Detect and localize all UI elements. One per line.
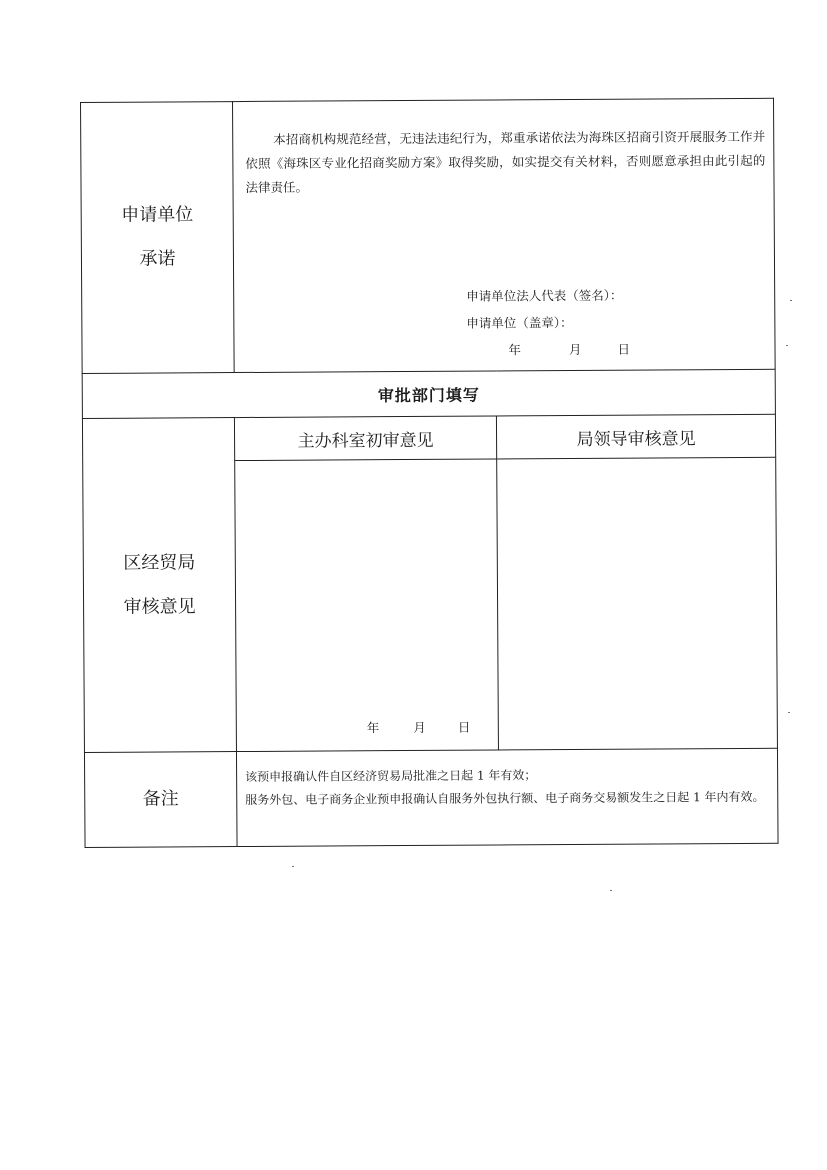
approval-subheader-row xyxy=(82,414,775,461)
remarks-line2: 服务外包、电子商务企业预申报确认自服务外包执行额、电子商务交易额发生之日起 1 年内有效。 xyxy=(245,789,765,808)
unit-seal-field[interactable]: 申请单位（盖章）： xyxy=(466,314,573,331)
pledge-date-month: 月 xyxy=(568,341,582,358)
application-form-table xyxy=(80,98,779,848)
remarks-line1: 该预申报确认件自区经济贸易局批准之日起 1 年有效； xyxy=(245,768,537,785)
approval-label-cell xyxy=(82,418,236,753)
scan-speck xyxy=(788,712,790,713)
pledge-date-day: 日 xyxy=(617,341,631,357)
scan-speck xyxy=(790,300,792,301)
legal-rep-signature-field[interactable]: 申请单位法人代表（签名）： xyxy=(466,287,623,304)
leader-opinion-header: 局领导审核意见 xyxy=(496,414,775,459)
leader-opinion-field[interactable] xyxy=(497,457,778,750)
scan-speck xyxy=(610,890,612,891)
pledge-label-cell xyxy=(81,102,235,374)
approval-header-row xyxy=(82,369,775,418)
primary-office-opinion-header: 主办科室初审意见 xyxy=(234,416,496,461)
approval-label-line2: 审核意见 xyxy=(123,595,196,618)
pledge-label-line2: 承诺 xyxy=(139,248,176,270)
signature-block xyxy=(466,282,630,364)
remarks-label-cell: 备注 xyxy=(84,752,237,848)
opinion-date-day: 日 xyxy=(457,719,471,735)
pledge-date-year: 年 xyxy=(508,342,522,358)
opinion-date-year: 年 xyxy=(366,720,380,736)
scan-speck xyxy=(786,345,788,346)
pledge-text: 本招商机构规范经营，无违法违纪行为，郑重承诺依法为海珠区招商引资开展服务工作并依照《海珠区专业化招商奖励方案》取得奖励，如实提交有关材料，否则愿意承担由此引起的法律责任。 xyxy=(245,128,766,195)
approval-section-header: 审批部门填写 xyxy=(82,369,775,418)
pledge-content-cell xyxy=(233,98,776,372)
pledge-row xyxy=(81,98,776,373)
primary-office-opinion-field[interactable] xyxy=(235,459,499,752)
pledge-label-line1: 申请单位 xyxy=(121,204,194,226)
opinion-date-month: 月 xyxy=(413,719,426,735)
approval-label-line1: 区经贸局 xyxy=(123,551,196,574)
remarks-text xyxy=(245,763,771,812)
remarks-content-cell xyxy=(236,748,778,846)
scan-speck xyxy=(292,866,294,867)
opinion-date-line xyxy=(367,718,471,737)
pledge-date-line xyxy=(466,336,630,364)
remarks-row xyxy=(84,748,778,847)
